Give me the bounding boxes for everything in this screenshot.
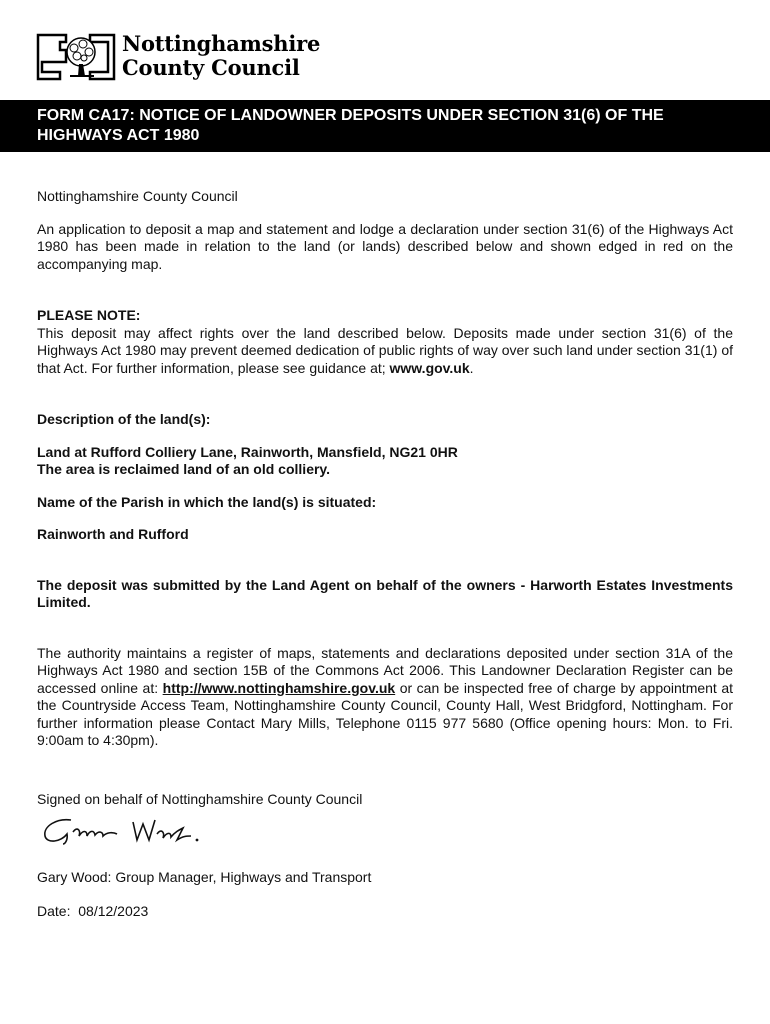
description-heading: Description of the land(s): bbox=[37, 411, 211, 427]
note-paragraph bbox=[37, 325, 733, 378]
organisation-name bbox=[122, 32, 320, 80]
register-text-end: or can be inspected free of charge by appointment at the Countryside Access Team, Nottinghamshire County Council, County Hall, West Bridgford, Nottingham. For further information please Contact Mary Mills, Telephone 0115 977 5680 (Office opening hours: Mon. to Fri. 9:00am to 4:30pm). bbox=[37, 679, 734, 748]
guidance-link[interactable]: www.gov.uk bbox=[389, 359, 470, 376]
org-name-line2: County Council bbox=[122, 55, 300, 80]
council-crest-icon bbox=[36, 32, 116, 82]
register-text-start: The authority maintains a register of maps, statements and declarations deposited under section 31A of the Highways Act 1980 and section 15B of the Commons Act 2006. This Landowner Declaration Register can be accessed online at: bbox=[37, 644, 733, 696]
note-heading: PLEASE NOTE: bbox=[37, 307, 141, 323]
date-label: Date: bbox=[37, 903, 71, 919]
date-line bbox=[37, 903, 148, 921]
parish-name: Rainworth and Rufford bbox=[37, 526, 189, 542]
council-logo bbox=[36, 30, 356, 86]
council-name: Nottinghamshire County Council bbox=[37, 188, 238, 204]
signed-on-behalf: Signed on behalf of Nottinghamshire County Council bbox=[37, 791, 363, 807]
note-text: This deposit may affect rights over the land described below. Deposits made under section 31(6) of the Highways Act 1980 may prevent deemed dedication of public rights of way over such land under section 31(1) of that Act. For further information, please see guidance at; bbox=[37, 324, 733, 376]
land-description: The area is reclaimed land of an old colliery. bbox=[37, 461, 331, 477]
note-end: . bbox=[469, 359, 474, 376]
parish-heading: Name of the Parish in which the land(s) is situated: bbox=[37, 493, 377, 510]
form-title: FORM CA17: NOTICE OF LANDOWNER DEPOSITS UNDER SECTION 31(6) OF THE HIGHWAYS ACT 1980 bbox=[37, 107, 664, 144]
land-location: Land at Rufford Colliery Lane, Rainworth, Mansfield, NG21 0HR bbox=[37, 443, 458, 460]
intro-paragraph: An application to deposit a map and statement and lodge a declaration under section 31(6) of the Highways Act 1980 has been made in relation to the land (or lands) described below and shown edged in red on the accompanying map. bbox=[37, 220, 733, 272]
handwritten-signature bbox=[37, 810, 227, 850]
notice-body bbox=[37, 188, 733, 750]
submission-statement: The deposit was submitted by the Land Agent on behalf of the owners - Harworth Estates Investments Limited. bbox=[37, 576, 733, 610]
register-paragraph bbox=[37, 645, 733, 750]
register-link[interactable]: http://www.nottinghamshire.gov.uk bbox=[162, 679, 396, 696]
org-name-line1: Nottinghamshire bbox=[122, 31, 321, 56]
date-value: 08/12/2023 bbox=[78, 903, 149, 919]
signatory: Gary Wood: Group Manager, Highways and Transport bbox=[37, 869, 372, 885]
